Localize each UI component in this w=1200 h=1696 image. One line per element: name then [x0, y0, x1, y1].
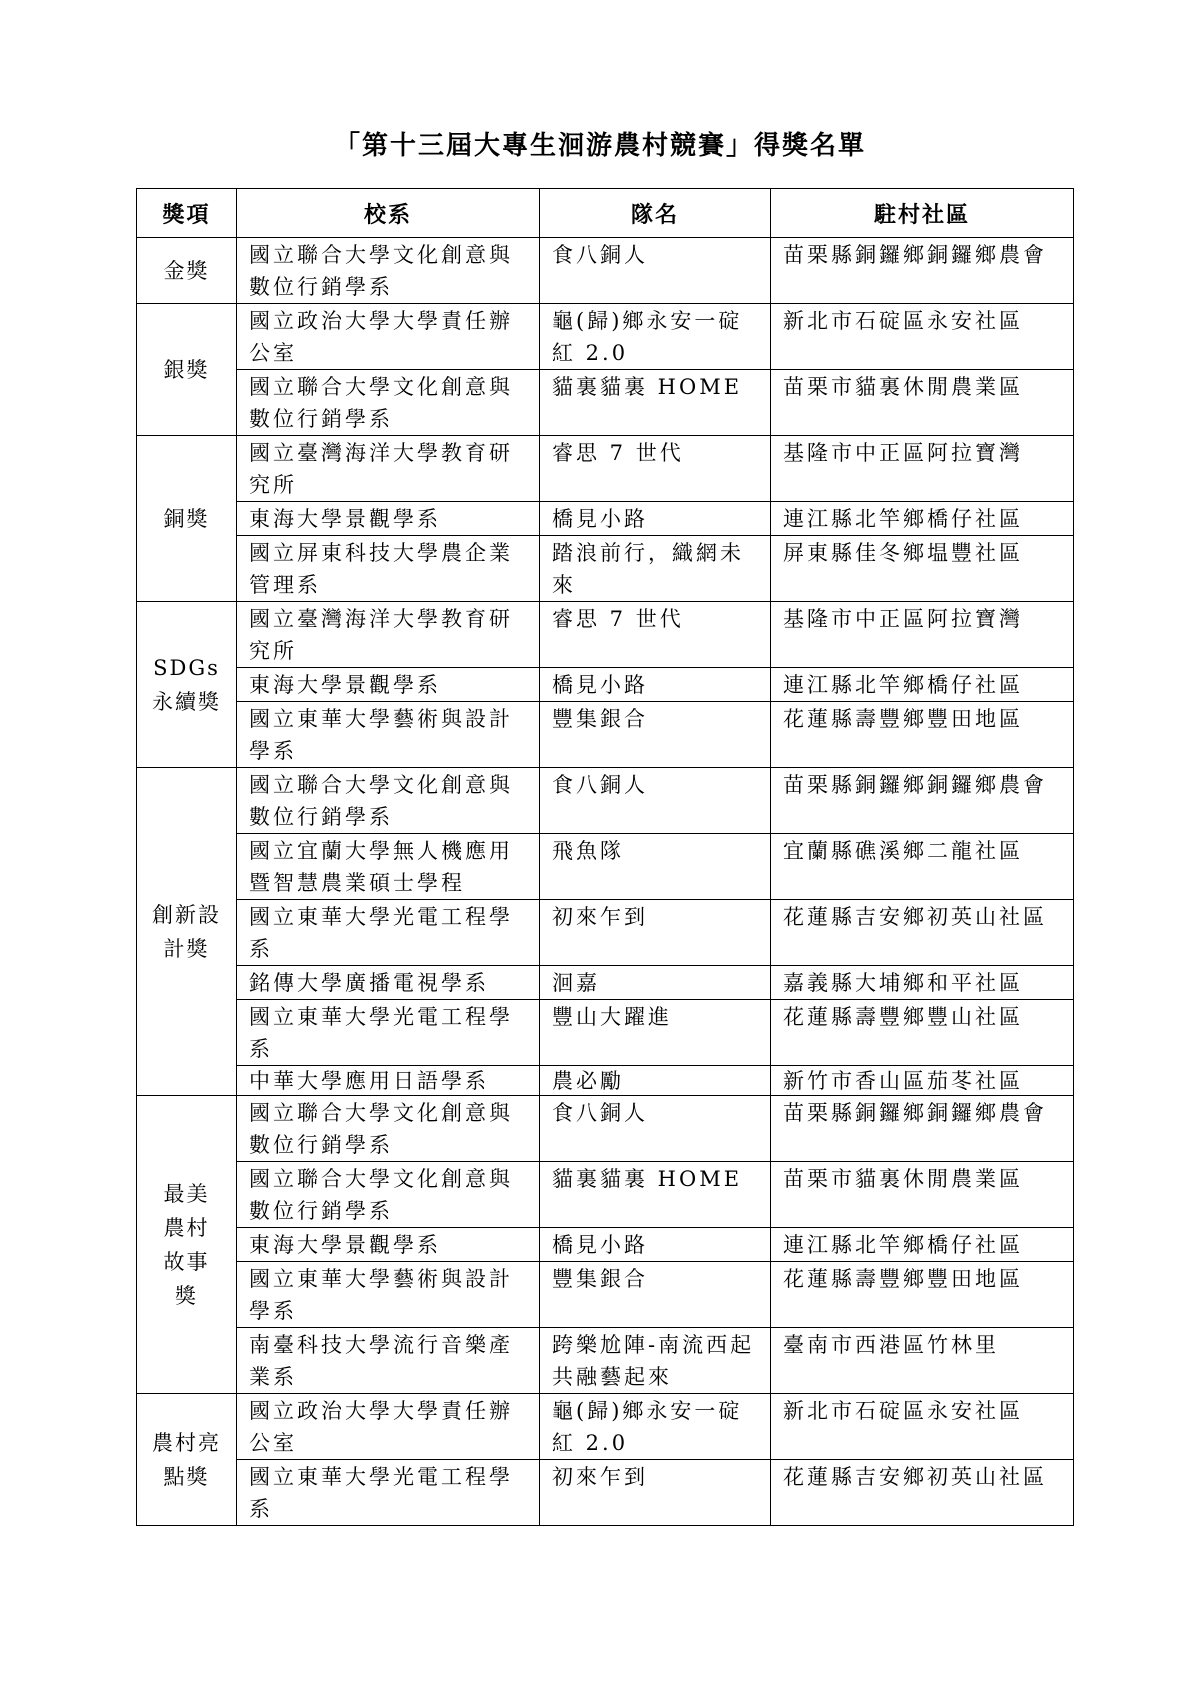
team-cell: 睿思 7 世代 [540, 436, 771, 502]
village-cell: 苗栗縣銅鑼鄉銅鑼鄉農會 [771, 768, 1074, 834]
village-cell: 花蓮縣吉安鄉初英山社區 [771, 1460, 1074, 1526]
table-row [137, 536, 1074, 602]
table-row [137, 668, 1074, 702]
department-cell: 國立聯合大學文化創意與數位行銷學系 [237, 370, 540, 436]
village-cell: 連江縣北竿鄉橋仔社區 [771, 1228, 1074, 1262]
department-cell: 國立聯合大學文化創意與數位行銷學系 [237, 1096, 540, 1162]
team-cell: 初來乍到 [540, 900, 771, 966]
award-cell [137, 602, 237, 768]
header-department: 校系 [237, 189, 540, 238]
department-cell: 國立聯合大學文化創意與數位行銷學系 [237, 1162, 540, 1228]
table-row [137, 1460, 1074, 1526]
department-cell: 國立聯合大學文化創意與數位行銷學系 [237, 238, 540, 304]
table-body [137, 238, 1074, 1526]
team-cell: 農必勵 [540, 1066, 771, 1096]
table-row [137, 304, 1074, 370]
village-cell: 新北市石碇區永安社區 [771, 304, 1074, 370]
award-name: 獎 [175, 1283, 198, 1308]
award-name: 故事 [163, 1249, 210, 1274]
team-cell: 龜(歸)鄉永安一碇紅 2.0 [540, 304, 771, 370]
village-cell: 花蓮縣吉安鄉初英山社區 [771, 900, 1074, 966]
table-row [137, 1228, 1074, 1262]
department-cell: 國立政治大學大學責任辦公室 [237, 1394, 540, 1460]
village-cell: 花蓮縣壽豐鄉豐山社區 [771, 1000, 1074, 1066]
team-cell: 初來乍到 [540, 1460, 771, 1526]
village-cell: 苗栗縣銅鑼鄉銅鑼鄉農會 [771, 1096, 1074, 1162]
department-cell: 東海大學景觀學系 [237, 668, 540, 702]
table-row [137, 1328, 1074, 1394]
department-cell: 銘傳大學廣播電視學系 [237, 966, 540, 1000]
team-cell: 龜(歸)鄉永安一碇紅 2.0 [540, 1394, 771, 1460]
table-row [137, 1096, 1074, 1162]
department-cell: 國立東華大學藝術與設計學系 [237, 702, 540, 768]
award-cell [137, 768, 237, 1096]
team-cell: 貓裏貓裏 HOME [540, 370, 771, 436]
table-row [137, 966, 1074, 1000]
department-cell: 國立屏東科技大學農企業管理系 [237, 536, 540, 602]
header-award: 獎項 [137, 189, 237, 238]
table-row [137, 1394, 1074, 1460]
team-cell: 食八銅人 [540, 1096, 771, 1162]
village-cell: 新竹市香山區茄苳社區 [771, 1066, 1074, 1096]
award-cell [137, 1394, 237, 1526]
village-cell: 連江縣北竿鄉橋仔社區 [771, 502, 1074, 536]
department-cell: 南臺科技大學流行音樂產業系 [237, 1328, 540, 1394]
team-cell: 飛魚隊 [540, 834, 771, 900]
team-cell: 踏浪前行，織網未來 [540, 536, 771, 602]
document-title: 「第十三屆大專生洄游農村競賽」得獎名單 [333, 131, 866, 161]
award-name: 計獎 [163, 936, 210, 961]
award-cell [137, 238, 237, 304]
award-name: SDGs [153, 655, 220, 680]
village-cell: 連江縣北竿鄉橋仔社區 [771, 668, 1074, 702]
award-name: 農村 [163, 1215, 210, 1240]
team-cell: 貓裏貓裏 HOME [540, 1162, 771, 1228]
department-cell: 國立宜蘭大學無人機應用暨智慧農業碩士學程 [237, 834, 540, 900]
village-cell: 宜蘭縣礁溪鄉二龍社區 [771, 834, 1074, 900]
department-cell: 東海大學景觀學系 [237, 502, 540, 536]
table-row [137, 702, 1074, 768]
team-cell: 豐山大躍進 [540, 1000, 771, 1066]
table-row [137, 1066, 1074, 1096]
team-cell: 橋見小路 [540, 668, 771, 702]
award-name: 點獎 [163, 1464, 210, 1489]
department-cell: 國立臺灣海洋大學教育研究所 [237, 436, 540, 502]
table-row [137, 768, 1074, 834]
table-row [137, 900, 1074, 966]
village-cell: 基隆市中正區阿拉寶灣 [771, 436, 1074, 502]
department-cell: 國立政治大學大學責任辦公室 [237, 304, 540, 370]
team-cell: 豐集銀合 [540, 1262, 771, 1328]
village-cell: 花蓮縣壽豐鄉豐田地區 [771, 702, 1074, 768]
award-table [136, 188, 1074, 1526]
department-cell: 國立東華大學藝術與設計學系 [237, 1262, 540, 1328]
village-cell: 苗栗市貓裏休閒農業區 [771, 1162, 1074, 1228]
department-cell: 中華大學應用日語學系 [237, 1066, 540, 1096]
team-cell: 洄嘉 [540, 966, 771, 1000]
table-row [137, 1000, 1074, 1066]
header-row [137, 189, 1074, 238]
department-cell: 國立東華大學光電工程學系 [237, 1460, 540, 1526]
table-row [137, 370, 1074, 436]
team-cell: 食八銅人 [540, 238, 771, 304]
village-cell: 新北市石碇區永安社區 [771, 1394, 1074, 1460]
village-cell: 屏東縣佳冬鄉塭豐社區 [771, 536, 1074, 602]
award-name: 銀獎 [163, 357, 210, 382]
table-row [137, 1262, 1074, 1328]
table-row [137, 1162, 1074, 1228]
table-row [137, 602, 1074, 668]
village-cell: 苗栗市貓裏休閒農業區 [771, 370, 1074, 436]
department-cell: 國立聯合大學文化創意與數位行銷學系 [237, 768, 540, 834]
village-cell: 嘉義縣大埔鄉和平社區 [771, 966, 1074, 1000]
award-name: 創新設 [152, 902, 221, 927]
village-cell: 基隆市中正區阿拉寶灣 [771, 602, 1074, 668]
award-name: 永續獎 [152, 689, 221, 714]
team-cell: 橋見小路 [540, 1228, 771, 1262]
department-cell: 國立東華大學光電工程學系 [237, 900, 540, 966]
table-row [137, 436, 1074, 502]
table-row [137, 502, 1074, 536]
award-name: 最美 [163, 1181, 210, 1206]
award-name: 農村亮 [152, 1430, 221, 1455]
department-cell: 東海大學景觀學系 [237, 1228, 540, 1262]
award-cell [137, 436, 237, 602]
header-village: 駐村社區 [771, 189, 1074, 238]
team-cell: 跨樂尬陣-南流西起共融藝起來 [540, 1328, 771, 1394]
award-cell [137, 304, 237, 436]
village-cell: 花蓮縣壽豐鄉豐田地區 [771, 1262, 1074, 1328]
header-team: 隊名 [540, 189, 771, 238]
village-cell: 臺南市西港區竹林里 [771, 1328, 1074, 1394]
village-cell: 苗栗縣銅鑼鄉銅鑼鄉農會 [771, 238, 1074, 304]
award-name: 銅獎 [163, 506, 210, 531]
team-cell: 豐集銀合 [540, 702, 771, 768]
table-row [137, 238, 1074, 304]
department-cell: 國立臺灣海洋大學教育研究所 [237, 602, 540, 668]
award-name: 金獎 [163, 258, 210, 283]
team-cell: 食八銅人 [540, 768, 771, 834]
department-cell: 國立東華大學光電工程學系 [237, 1000, 540, 1066]
team-cell: 橋見小路 [540, 502, 771, 536]
team-cell: 睿思 7 世代 [540, 602, 771, 668]
award-cell [137, 1096, 237, 1394]
table-row [137, 834, 1074, 900]
